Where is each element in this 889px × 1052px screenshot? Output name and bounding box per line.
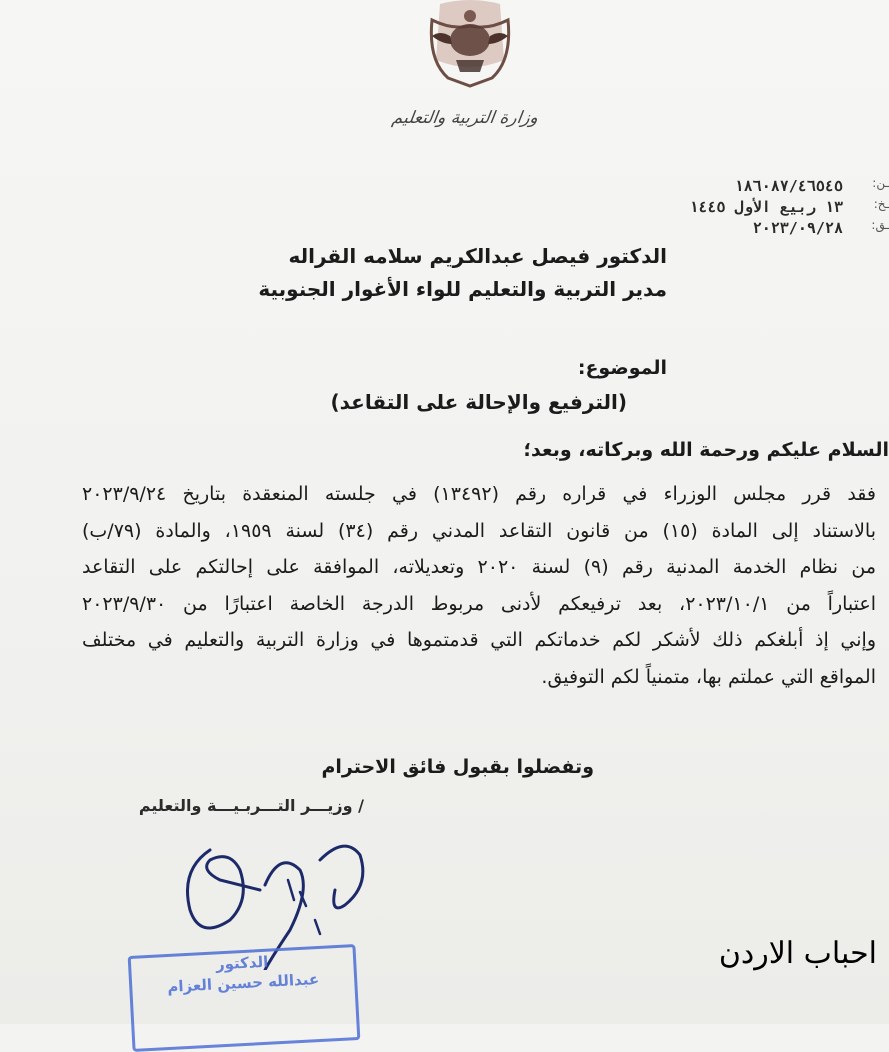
reference-number: ١٨٦٠٨٧/٤٦٥٤٥: [734, 177, 843, 195]
jordan-coat-of-arms-icon: [418, 0, 522, 92]
addressee-position: مدير التربية والتعليم للواء الأغوار الجنوبية: [258, 277, 667, 301]
reference-block: [669, 176, 889, 239]
addressee-block: [258, 240, 667, 306]
closing-line: وتفضلوا بقبول فائق الاحترام: [321, 756, 594, 778]
hijri-date: ١٣ ربيع الأول ١٤٤٥: [689, 198, 843, 216]
subject-text: (الترفيع والإحالة على التقاعد): [330, 390, 627, 414]
greeting: السلام عليكم ورحمة الله وبركاته، وبعد؛: [523, 439, 889, 461]
stamp-line: الدكتور: [215, 952, 269, 974]
cut-off-label: ـن:: [872, 176, 889, 190]
body-line: بالاستناد إلى المادة (١٥) من قانون التقاعد المدني رقم (٣٤) لسنة ١٩٥٩، والمادة (٧٩/ب): [82, 519, 876, 542]
subject-label: الموضوع:: [577, 357, 667, 379]
body-line: فقد قرر مجلس الوزراء في قراره رقم (١٣٤٩٢) في جلسته المنعقدة بتاريخ ٢٠٢٣/٩/٢٤: [82, 483, 876, 505]
body-line: من نظام الخدمة المدنية رقم (٩) لسنة ٢٠٢٠ وتعديلاته، الموافقة على إحالتكم على التقاعد: [82, 556, 876, 579]
ministry-header: وزارة التربية والتعليم: [390, 108, 540, 128]
letter-body: [82, 476, 876, 696]
body-line: المواقع التي عملتم بها، متمنياً لكم التوفيق.: [541, 665, 876, 688]
stamp-line: عبدالله حسين العزام: [166, 970, 320, 996]
cut-off-label: ـق:: [871, 218, 889, 232]
gregorian-date: ٢٠٢٣/٠٩/٢٨: [752, 219, 843, 237]
subject-block: [330, 352, 667, 420]
signatory-title: / وزيـــر التـــربـيـــة والتعليم: [138, 796, 364, 815]
cut-off-label: ـخ:: [873, 197, 889, 211]
body-line: وإني إذ أبلغكم ذلك لأشكر لكم خدماتكم التي قدمتموها في وزارة التربية والتعليم في مختلف: [82, 629, 876, 652]
body-line: اعتباراً من ٢٠٢٣/١٠/١، بعد ترفيعكم لأدنى مربوط الدرجة الخاصة اعتبارًا من ٢٠٢٣/٩/٣٠: [82, 592, 876, 615]
addressee-name: الدكتور فيصل عبدالكريم سلامه القراله: [288, 244, 667, 268]
watermark-text: احباب الاردن: [718, 936, 877, 971]
official-stamp: [128, 944, 361, 1052]
